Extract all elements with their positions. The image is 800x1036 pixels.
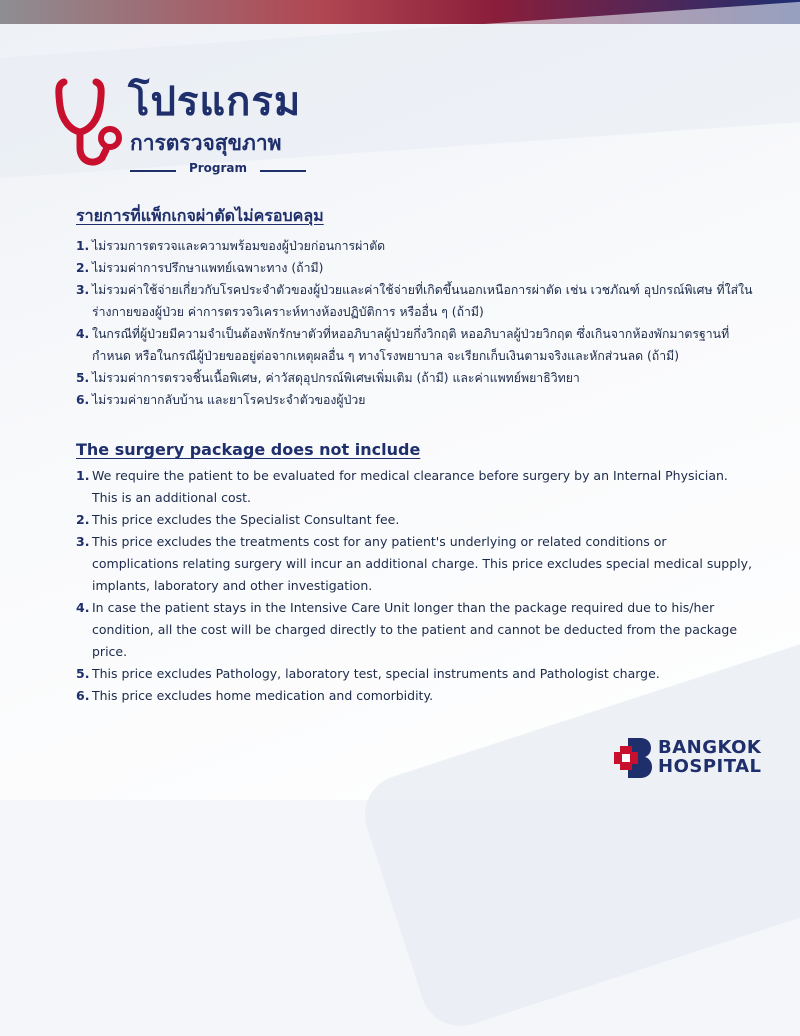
item-number: 4. [76,600,90,615]
item-text: ไม่รวมการตรวจและความพร้อมของผู้ป่วยก่อนการผ่าตัด [92,239,386,253]
list-item [76,465,756,509]
item-number: 5. [76,371,90,385]
page-title: โปรแกรม [128,79,302,125]
divider [260,170,306,172]
item-text: This price excludes the Specialist Consultant fee. [92,512,400,527]
item-text: ในกรณีที่ผู้ป่วยมีความจำเป็นต้องพักรักษาตัวที่หออภิบาลผู้ป่วยกึ่งวิกฤติ หออภิบาลผู้ป่วยวิกฤต ซึ่งเกินจากห้องพักมาตรฐานที่กำหนด หรือในกรณีผู้ป่วยขออยู่ต่อจากเหตุผลอื่น ๆ ทางโรงพยาบาล จะเรียกเก็บเงินตามจริงและหักส่วนลด (ถ้ามี) [92,327,730,363]
item-text: This price excludes home medication and comorbidity. [92,688,434,703]
brand-name-line1: BANGKOK [658,737,762,758]
list-item [76,531,756,597]
item-text: ไม่รวมค่าใช้จ่ายเกี่ยวกับโรคประจำตัวของผู้ป่วยและค่าใช้จ่ายที่เกิดขึ้นนอกเหนือการผ่าตัด เช่น เวชภัณฑ์ อุปกรณ์พิเศษ ที่ใส่ในร่างกายของผู้ป่วย ค่าการตรวจวิเคราะห์ทางห้องปฏิบัติการ หรืออื่น ๆ (ถ้ามี) [92,283,753,319]
item-number: 6. [76,688,90,703]
english-exclusions-section [76,440,756,707]
item-number: 2. [76,261,90,275]
item-number: 3. [76,283,90,297]
list-item [76,257,756,279]
bangkok-hospital-logo [614,738,652,778]
item-number: 1. [76,468,90,483]
item-text: This price excludes Pathology, laboratory test, special instruments and Pathologist charge. [92,666,660,681]
item-text: This price excludes the treatments cost for any patient's underlying or related conditions or complications relating surgery will incur an additional charge. This price excludes special medical supply, implants, laboratory and other investigation. [92,534,753,593]
item-number: 5. [76,666,90,681]
item-number: 4. [76,327,90,341]
list-item [76,685,756,707]
thai-exclusions-section [76,204,756,411]
list-item [76,663,756,685]
item-text: We require the patient to be evaluated for medical clearance before surgery by an Internal Physician. This is an additional cost. [92,468,728,505]
item-text: ไม่รวมค่ายากลับบ้าน และยาโรคประจำตัวของผู้ป่วย [92,393,366,407]
item-number: 1. [76,239,90,253]
program-label: Program [188,161,248,175]
bangkok-hospital-brand [614,738,774,782]
list-item [76,509,756,531]
item-number: 6. [76,393,90,407]
list-item [76,367,756,389]
brand-name-line2: HOSPITAL [658,756,762,777]
list-item [76,279,756,323]
program-label-row [130,160,306,180]
item-number: 3. [76,534,90,549]
stethoscope-icon [54,76,124,172]
list-item [76,389,756,411]
item-text: In case the patient stays in the Intensive Care Unit longer than the package required due to his/her condition, all the cost will be charged directly to the patient and cannot be deducted from the package price. [92,600,738,659]
page-subtitle: การตรวจสุขภาพ [130,131,282,155]
list-item [76,597,756,663]
list-item [76,235,756,257]
item-text: ไม่รวมค่าการปรึกษาแพทย์เฉพาะทาง (ถ้ามี) [92,261,324,275]
thai-section-heading: รายการที่แพ็กเกจผ่าตัดไม่ครอบคลุม [76,206,324,225]
english-section-heading: The surgery package does not include [76,440,421,459]
item-number: 2. [76,512,90,527]
item-text: ไม่รวมค่าการตรวจชิ้นเนื้อพิเศษ, ค่าวัสดุอุปกรณ์พิเศษเพิ่มเติม (ถ้ามี) และค่าแพทย์พยาธิวิทยา [92,371,580,385]
list-item [76,323,756,367]
divider [130,170,176,172]
